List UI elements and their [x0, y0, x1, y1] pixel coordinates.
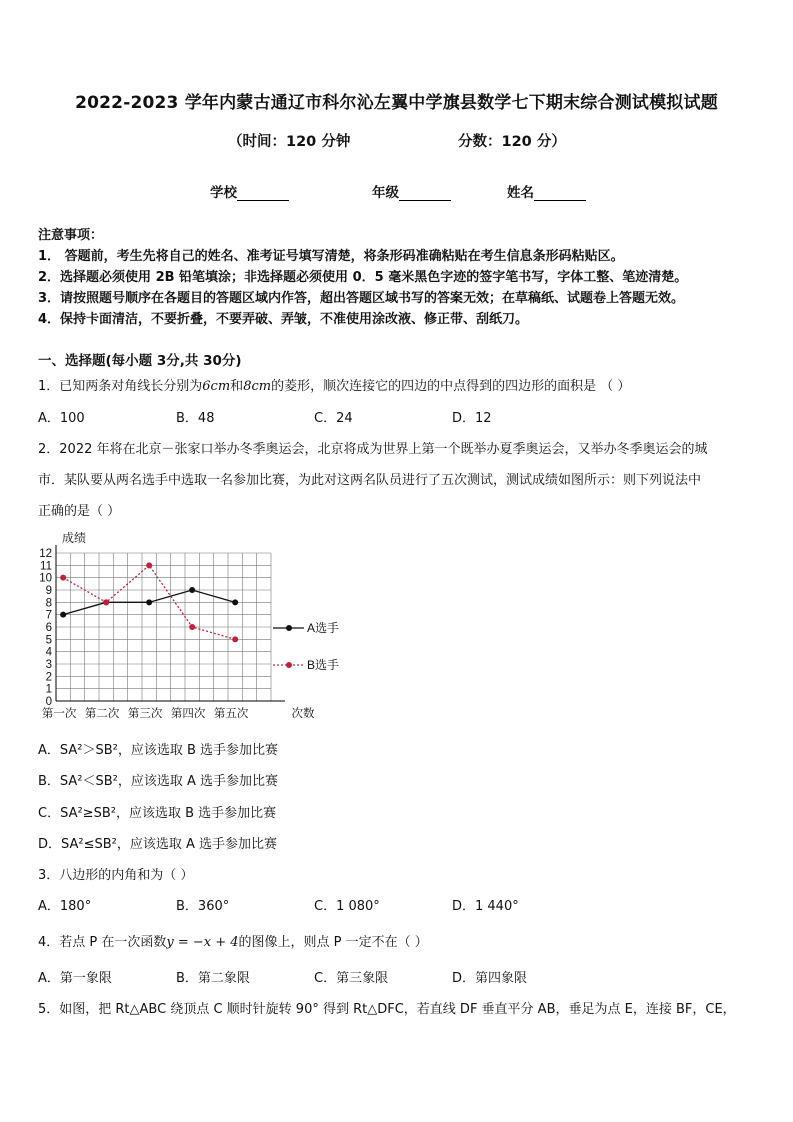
q4-option-d[interactable]: D．第四象限 [452, 971, 528, 986]
q3-option-d[interactable]: D．1 440° [452, 899, 519, 914]
q4-formula: y = −x + 4 [166, 935, 239, 950]
chart-legend [273, 620, 339, 672]
grade-field [372, 181, 451, 201]
q1-option-d[interactable]: D．12 [452, 411, 492, 426]
exam-time: （时间：120 分钟 [228, 134, 351, 150]
exam-score: 分数：120 分） [458, 134, 566, 150]
notice-item: 4．保持卡面清洁，不要折叠，不要弄破、弄皱，不准使用涂改液、修正带、刮纸刀。 [38, 312, 529, 327]
data-point-b [60, 575, 66, 581]
q4-option-b[interactable]: B．第二象限 [176, 971, 250, 986]
exam-title: 2022-2023 学年内蒙古通辽市科尔沁左翼中学旗县数学七下期末综合测试模拟试题 [75, 93, 718, 113]
q2-option-a[interactable]: A．SA²＞SB²，应该选取 B 选手参加比赛 [38, 743, 279, 758]
q2-option-d[interactable]: D．SA²≤SB²，应该选取 A 选手参加比赛 [38, 837, 278, 852]
q1-text: 1．已知两条对角线长分别为 [38, 379, 203, 394]
y-tick-label: 3 [45, 659, 52, 671]
score-line-chart [30, 526, 360, 726]
notice-heading: 注意事项： [38, 228, 104, 243]
y-tick-label: 1 [45, 683, 52, 696]
legend-marker [286, 625, 292, 631]
y-tick-label: 10 [39, 572, 52, 585]
legend-label: A选手 [307, 621, 340, 635]
y-tick-label: 2 [45, 671, 52, 684]
y-tick-label: 11 [40, 560, 52, 573]
q1-math-8cm: 8cm [243, 379, 272, 394]
data-point-a [189, 587, 195, 593]
q2-line-1: 2．2022 年将在北京－张家口举办冬季奥运会，北京将成为世界上第一个既举办夏季奥运会，又举办冬季奥运会的城 [38, 442, 708, 457]
data-point-a [232, 599, 238, 605]
grade-blank[interactable] [399, 186, 451, 201]
q3-option-c[interactable]: C．1 080° [314, 899, 380, 914]
notice-item: 1． 答题前，考生先将自己的姓名、准考证号填写清楚，将条形码准确粘贴在考生信息条形码粘贴区。 [38, 249, 624, 264]
chart-grid [56, 553, 271, 701]
y-tick-label: 5 [45, 634, 52, 647]
data-point-b [189, 624, 195, 630]
q4-stem [38, 931, 428, 950]
x-tick-label: 第五次 [213, 708, 249, 720]
q4-text: 4．若点 P 在一次函数 [38, 935, 167, 950]
x-tick-label: 第二次 [84, 708, 120, 720]
q1-option-a[interactable]: A．100 [38, 411, 85, 426]
name-field [507, 181, 586, 201]
q2-option-b[interactable]: B．SA²＜SB²，应该选取 A 选手参加比赛 [38, 774, 279, 789]
legend-marker [286, 662, 292, 668]
q4-text-end: 的图像上，则点 P 一定不在（ ） [238, 935, 428, 950]
y-tick-label: 0 [45, 696, 52, 708]
q3-option-a[interactable]: A．180° [38, 899, 92, 914]
y-tick-label: 9 [45, 585, 52, 597]
y-tick-label: 6 [45, 622, 52, 634]
q1-text-end: 的菱形，顺次连接它的四边的中点得到的四边形的面积是 （ ） [271, 379, 631, 394]
x-axis-label: 次数 [291, 708, 315, 720]
y-tick-label: 12 [39, 548, 52, 560]
data-point-b [232, 636, 238, 642]
section-heading: 一、选择题(每小题 3分,共 30分) [38, 353, 242, 369]
q1-option-c[interactable]: C．24 [314, 411, 353, 426]
notice-item: 2．选择题必须使用 2B 铅笔填涂；非选择题必须使用 0．5 毫米黑色字迹的签字笔书写，字体工整、笔迹清楚。 [38, 270, 688, 285]
y-axis-label: 成绩 [62, 531, 87, 545]
q1-math-6cm: 6cm [202, 379, 231, 394]
chart-ticks [39, 530, 315, 720]
q2-option-c[interactable]: C．SA²≥SB²，应该选取 B 选手参加比赛 [38, 806, 277, 821]
y-tick-label: 7 [45, 609, 52, 622]
data-point-a [60, 612, 66, 618]
notice-item: 3．请按照题号顺序在各题目的答题区域内作答，超出答题区域书写的答案无效；在草稿纸、试题卷上答题无效。 [38, 291, 685, 306]
x-tick-label: 第一次 [41, 708, 77, 720]
question-1-stem [38, 375, 630, 394]
q1-option-b[interactable]: B．48 [176, 411, 215, 426]
y-tick-label: 8 [45, 597, 52, 610]
x-tick-label: 第三次 [127, 708, 163, 720]
grade-label: 年级 [372, 185, 399, 201]
q3-stem: 3．八边形的内角和为（ ） [38, 868, 194, 883]
q2-line-2: 市．某队要从两名选手中选取一名参加比赛，为此对这两名队员进行了五次测试，测试成绩如图所示：则下列说法中 [38, 473, 702, 488]
data-point-b [103, 599, 109, 605]
name-label: 姓名 [507, 185, 534, 201]
q4-option-a[interactable]: A．第一象限 [38, 971, 112, 986]
y-tick-label: 4 [45, 646, 52, 659]
q4-option-c[interactable]: C．第三象限 [314, 971, 389, 986]
data-point-a [146, 599, 152, 605]
x-tick-label: 第四次 [170, 708, 206, 720]
q5-stem: 5．如图，把 Rt△ABC 绕顶点 C 顺时针旋转 90° 得到 Rt△DFC，若直线 DF 垂直平分 AB，垂足为点 E，连接 BF，CE， [38, 1002, 736, 1017]
school-blank[interactable] [237, 186, 289, 201]
q1-text-and: 和 [230, 379, 244, 394]
data-point-b [146, 562, 152, 568]
q2-line-3: 正确的是（ ） [38, 504, 121, 519]
name-blank[interactable] [534, 186, 586, 201]
school-label: 学校 [210, 185, 237, 201]
legend-label: B选手 [307, 658, 340, 672]
school-field [210, 181, 289, 201]
q3-option-b[interactable]: B．360° [176, 899, 230, 914]
